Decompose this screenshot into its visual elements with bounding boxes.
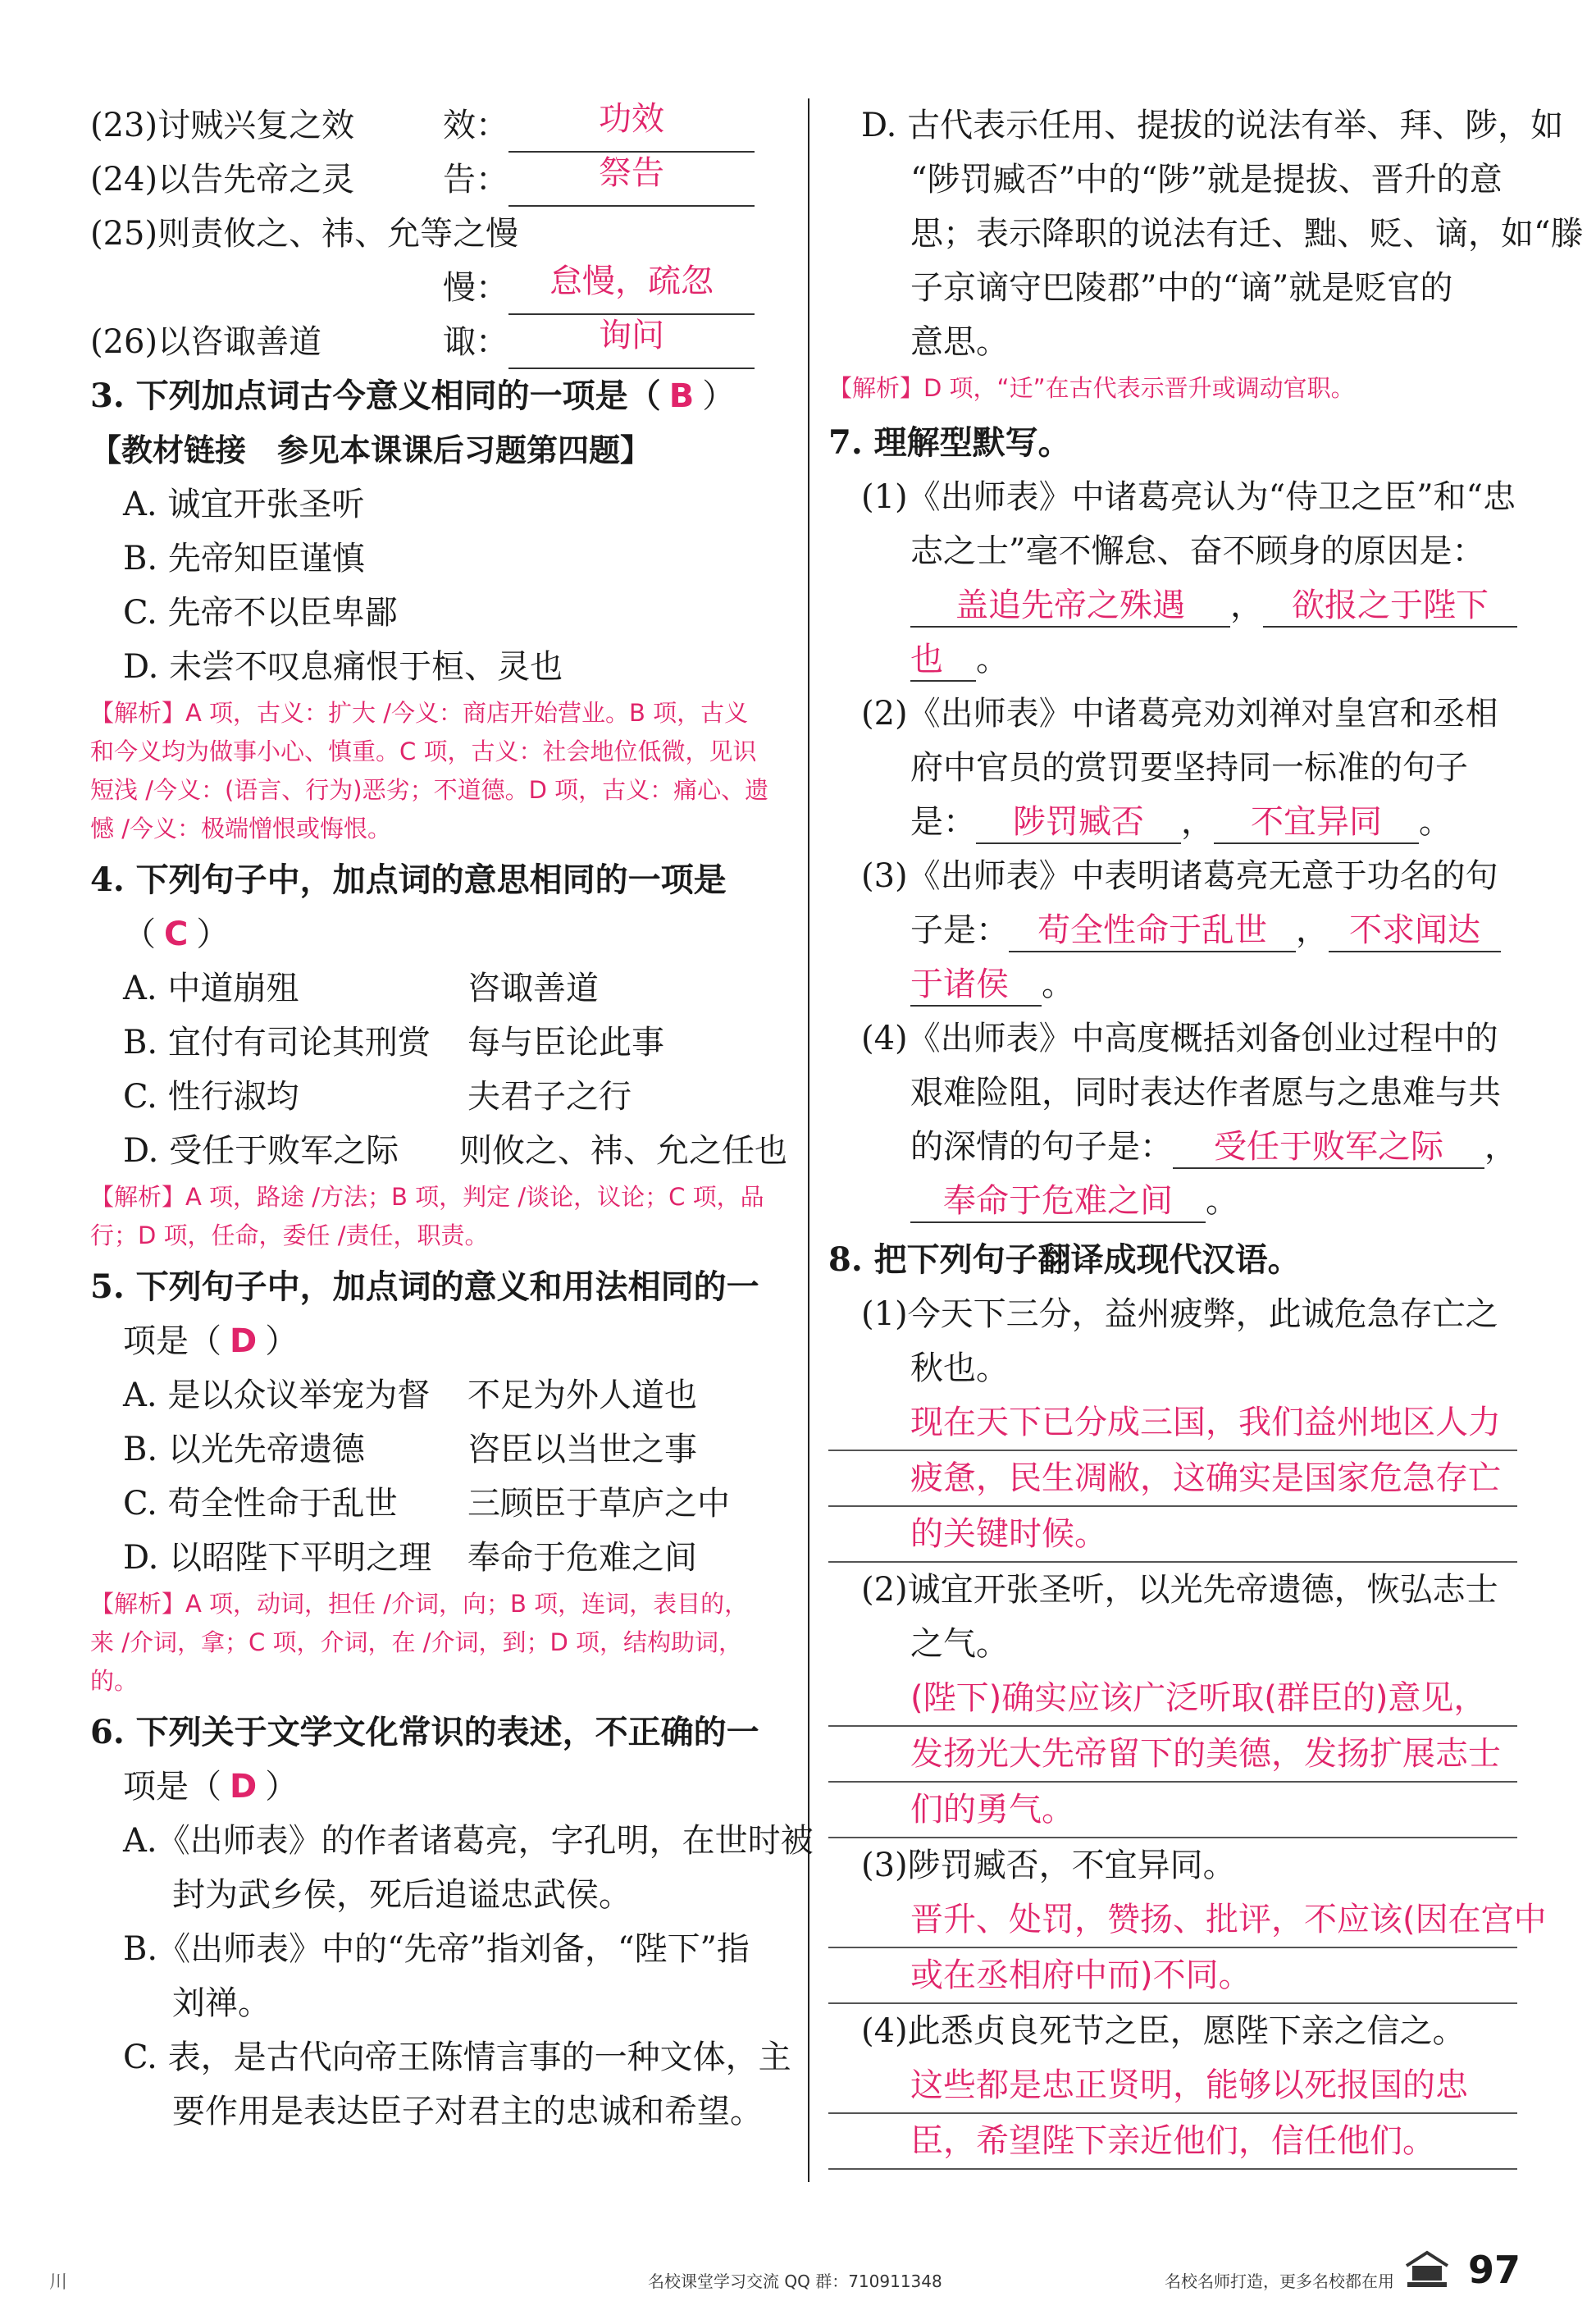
blank-answer: 受任于败军之际 — [1173, 1126, 1484, 1169]
question-3-answer: B — [668, 377, 695, 415]
left-column — [90, 98, 814, 2139]
question-7-stem: 7. 理解型默写。 — [828, 423, 1071, 462]
translation-2-answer: 发扬光大先帝留下的美德，发扬扩展志士 — [828, 1727, 1517, 1783]
blank-answer: 不宜异同 — [1214, 801, 1419, 844]
word-answer: 祭告 — [508, 153, 755, 207]
question-7-1-stem-cont: 志之士”毫不懈怠、奋不顾身的原因是： — [910, 532, 1485, 570]
question-7-4-stem: (4)《出师表》中高度概括刘备创业过程中的 — [861, 1020, 1498, 1057]
question-4-analysis: 【解析】A 项，路途 /方法；B 项，判定 /谈论，议论；C 项，品行；D 项，任命，委任 /责任，职责。 — [90, 1183, 764, 1249]
question-8-stem: 8. 把下列句子翻译成现代汉语。 — [828, 1240, 1301, 1279]
question-5-answer-row: 项是（ D ） — [123, 1322, 299, 1360]
blank-answer: 奉命于危难之间 — [910, 1180, 1206, 1223]
word-item-text: (24)以告先帝之灵 — [90, 161, 355, 199]
question-5-option-c: C. 苟全性命于乱世 三顾臣于草庐之中 — [123, 1485, 730, 1523]
question-5-analysis: 【解析】A 项，动词，担任 /介词，向；B 项，连词，表目的，来 /介词，拿；C 项，介词，在 /介词，到；D 项，结构助词，的。 — [90, 1590, 749, 1695]
translation-1-answer: 现在天下已分成三国，我们益州地区人力 — [828, 1395, 1517, 1451]
blank-answer: 陟罚臧否 — [976, 801, 1181, 844]
question-7-1-answer-row: 盖追先帝之殊遇 ， 欲报之于陛下 — [828, 578, 1517, 632]
question-4-stem: 4. 下列句子中，加点词的意思相同的一项是 — [90, 861, 727, 899]
question-6-option-d: D. 古代表示任用、提拔的说法有举、拜、陟，如 — [861, 107, 1564, 144]
translation-3-answer: 晋升、处罚，赞扬、批评，不应该(因在宫中 — [828, 1893, 1517, 1948]
translation-2-answer: (陛下)确实应该广泛听取(群臣的)意见， — [828, 1671, 1517, 1727]
question-7-4-answer-row: 的深情的句子是： 受任于败军之际 ， — [828, 1120, 1517, 1174]
translation-4-answer: 臣，希望陛下亲近他们，信任他们。 — [828, 2114, 1517, 2170]
question-7-1-answer-row-2: 也 。 — [828, 632, 1517, 687]
question-4-option-b: B. 宜付有司论其刑赏 每与臣论此事 — [123, 1024, 664, 1062]
word-item-25 — [90, 207, 787, 261]
translation-4-source: (4)此悉贞良死节之臣，愿陛下亲之信之。 — [861, 2012, 1466, 2050]
question-3-option-a: A. 诚宜开张圣听 — [123, 486, 365, 523]
word-item-23 — [90, 98, 787, 153]
translation-2-source: (2)诚宜开张圣听，以光先帝遗德，恢弘志士 — [861, 1571, 1498, 1609]
word-item-text: (23)讨贼兴复之效 — [90, 107, 355, 144]
question-4-answer-row: （ C ） — [123, 915, 230, 953]
word-key: 诹： — [443, 323, 508, 361]
column-divider — [808, 98, 809, 2182]
question-6-option-d-cont: 子京谪守巴陵郡”中的“谪”就是贬官的 — [910, 269, 1453, 307]
textbook-link: 【教材链接 参见本课课后习题第四题】 — [90, 431, 652, 468]
word-answer: 询问 — [508, 315, 755, 369]
blank-answer: 于诸侯 — [910, 964, 1042, 1007]
translation-2-answer: 们的勇气。 — [828, 1783, 1517, 1838]
question-7-2-answer-row: 是： 陟罚臧否 ， 不宜异同 。 — [828, 795, 1517, 849]
question-6-stem: 6. 下列关于文学文化常识的表述，不正确的一 — [90, 1713, 759, 1751]
word-item-25-answer-row — [90, 261, 787, 315]
question-7-4-answer-row-2: 奉命于危难之间 。 — [828, 1174, 1517, 1228]
question-4-option-d: D. 受任于败军之际 则攸之、祎、允之任也 — [123, 1132, 787, 1170]
footer-region-mark: 川 — [49, 2272, 68, 2293]
right-column — [828, 98, 1584, 2170]
question-6-answer: D — [230, 1768, 258, 1806]
footer-group-info: 名校课堂学习交流 QQ 群：710911348 — [648, 2271, 942, 2291]
word-item-24 — [90, 153, 787, 207]
question-6-option-a: A.《出师表》的作者诸葛亮，字孔明，在世时被 — [123, 1822, 814, 1860]
question-7-3-answer-row: 子是： 苟全性命于乱世 ， 不求闻达 — [828, 903, 1517, 957]
question-5-option-d: D. 以昭陛下平明之理 奉命于危难之间 — [123, 1539, 697, 1577]
question-6-option-c-cont: 要作用是表达臣子对君主的忠诚和希望。 — [172, 2093, 763, 2130]
word-item-26 — [90, 315, 787, 369]
question-5-option-a: A. 是以众议举宠为督 不足为外人道也 — [123, 1377, 697, 1414]
footer-slogan: 名校名师打造，更多名校都在用 — [1165, 2271, 1394, 2291]
page-number: 97 — [1468, 2248, 1521, 2292]
blank-answer: 苟全性命于乱世 — [1009, 910, 1296, 952]
question-3-option-b: B. 先帝知臣谨慎 — [123, 540, 365, 578]
word-item-text: (26)以咨诹善道 — [90, 323, 322, 361]
blank-answer: 盖追先帝之殊遇 — [910, 585, 1230, 628]
question-4-option-c: C. 性行淑均 夫君子之行 — [123, 1078, 632, 1116]
publisher-logo-icon — [1402, 2248, 1452, 2290]
question-6-option-c: C. 表，是古代向帝王陈情言事的一种文体，主 — [123, 2039, 791, 2076]
question-4-answer: C — [164, 915, 189, 953]
question-3-stem: 3. 下列加点词古今意义相同的一项是（ B ） — [90, 377, 736, 415]
translation-1-answer: 的关键时候。 — [828, 1507, 1517, 1563]
question-3-analysis: 【解析】A 项，古义：扩大 /今义：商店开始营业。B 项，古义和今义均为做事小心、慎重。C 项，古义：社会地位低微，见识短浅 /今义：(语言、行为)恶劣；不道德。D 项，古义：痛心、遗憾 /今义：极端憎恨或悔恨。 — [90, 699, 769, 842]
translation-1-answer: 疲惫，民生凋敝，这确实是国家危急存亡 — [828, 1451, 1517, 1507]
question-6-option-a-cont: 封为武乡侯，死后追谥忠武侯。 — [172, 1876, 632, 1914]
question-7-4-stem-cont: 艰难险阻，同时表达作者愿与之患难与共 — [910, 1074, 1501, 1112]
translation-4-answer: 这些都是忠正贤明，能够以死报国的忠 — [828, 2058, 1517, 2114]
question-6-option-b: B.《出师表》中的“先帝”指刘备，“陛下”指 — [123, 1930, 750, 1968]
translation-2-source-cont: 之气。 — [910, 1625, 1009, 1663]
question-5-answer: D — [230, 1322, 258, 1360]
question-5-stem: 5. 下列句子中，加点词的意义和用法相同的一 — [90, 1267, 759, 1306]
translation-1-source-cont: 秋也。 — [910, 1349, 1009, 1387]
question-7-3-answer-row-2: 于诸侯 。 — [828, 957, 1517, 1011]
word-key: 效： — [443, 107, 508, 144]
question-6-option-b-cont: 刘禅。 — [172, 1984, 271, 2022]
blank-answer: 欲报之于陛下 — [1263, 585, 1517, 628]
question-7-2-stem: (2)《出师表》中诸葛亮劝刘禅对皇宫和丞相 — [861, 695, 1498, 733]
question-6-option-d-cont: 意思。 — [910, 323, 1009, 361]
blank-answer: 也 — [910, 639, 976, 682]
question-3-option-c: C. 先帝不以臣卑鄙 — [123, 594, 398, 632]
translation-1-source: (1)今天下三分，益州疲弊，此诚危急存亡之 — [861, 1295, 1498, 1333]
word-item-text: (25)则责攸之、祎、允等之慢 — [90, 215, 519, 253]
question-7-3-stem: (3)《出师表》中表明诸葛亮无意于功名的句 — [861, 857, 1498, 895]
question-4-option-a: A. 中道崩殂 咨诹善道 — [123, 970, 599, 1007]
word-answer: 功效 — [508, 98, 755, 153]
blank-answer: 不求闻达 — [1329, 910, 1501, 952]
question-3-option-d: D. 未尝不叹息痛恨于桓、灵也 — [123, 648, 563, 686]
word-key: 告： — [443, 161, 508, 199]
translation-3-source: (3)陟罚臧否，不宜异同。 — [861, 1847, 1236, 1884]
question-7-1-stem: (1)《出师表》中诸葛亮认为“侍卫之臣”和“忠 — [861, 478, 1516, 516]
question-6-option-d-cont: 思；表示降职的说法有迁、黜、贬、谪，如“滕 — [910, 215, 1584, 253]
word-answer: 怠慢，疏忽 — [508, 261, 755, 315]
word-key: 慢： — [443, 269, 508, 307]
question-5-option-b: B. 以光先帝遗德 咨臣以当世之事 — [123, 1431, 697, 1468]
question-6-analysis: 【解析】D 项，“迁”在古代表示晋升或调动官职。 — [828, 374, 1355, 402]
translation-3-answer: 或在丞相府中而)不同。 — [828, 1948, 1517, 2004]
question-7-2-stem-cont: 府中官员的赏罚要坚持同一标准的句子 — [910, 749, 1468, 787]
question-6-answer-row: 项是（ D ） — [123, 1768, 299, 1806]
question-6-option-d-cont: “陟罚臧否”中的“陟”就是提拔、晋升的意 — [910, 161, 1503, 199]
